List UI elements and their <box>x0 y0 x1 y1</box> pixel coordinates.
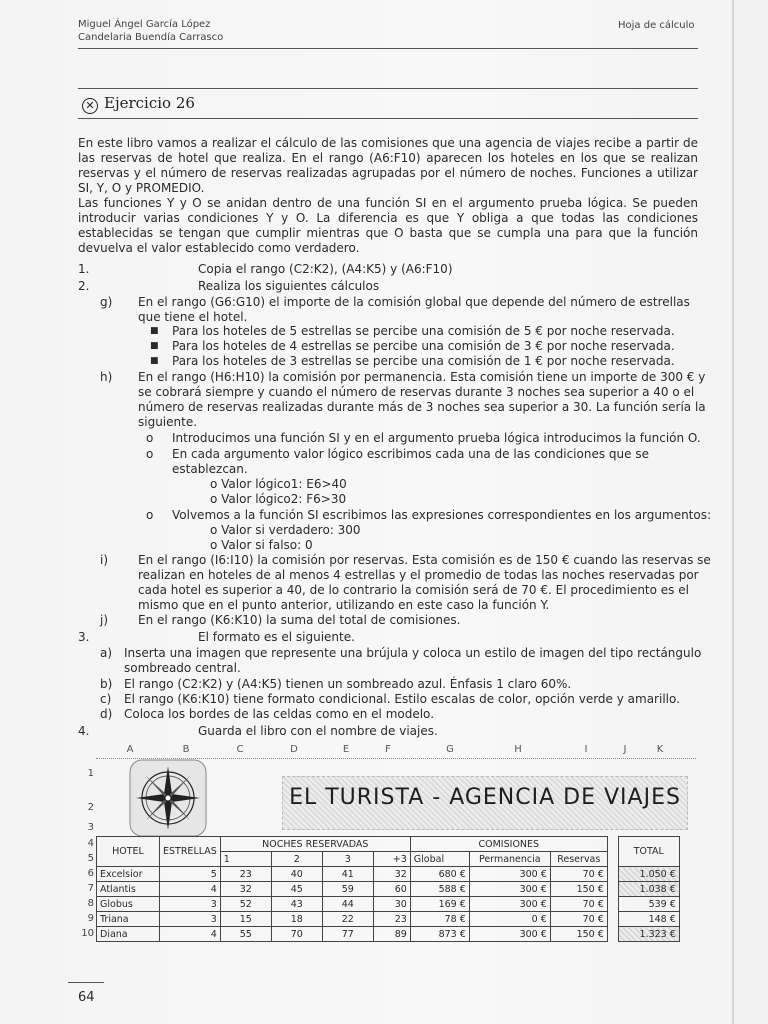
exercise-title <box>82 94 195 114</box>
table-row: Globus 3 52 43 44 30 169 € 300 € 70 € 539 € <box>97 897 680 912</box>
item-h-cond1: o Valor lógico1: E6>40 <box>210 477 347 491</box>
item-i-line4: mismo que en el punto anterior, utilizando en este caso la función Y. <box>138 598 550 612</box>
item-h-sub2-line2: establezcan. <box>172 462 248 476</box>
header-rule <box>78 48 698 49</box>
spreadsheet-model <box>78 744 698 956</box>
page-header-authors <box>78 18 223 44</box>
item-3a-line1: Inserta una imagen que represente una brújula y coloca un estilo de imagen del tipo rectángulo <box>124 646 702 660</box>
item-h-line2: se cobrará siempre y cuando el número de reservas durante 3 noches sea superior a 40 o el <box>138 385 695 399</box>
item-h-line4: siguiente. <box>138 415 198 429</box>
col-header-b: B <box>182 744 190 755</box>
item-i-line2: realizan en hoteles de al menos 4 estrellas y el promedio de todas las noches reservadas por <box>138 568 699 582</box>
title-banner <box>282 776 688 830</box>
item-h-true: o Valor si verdadero: 300 <box>210 523 361 537</box>
item-g-bullet1: Para los hoteles de 5 estrellas se percibe una comisión de 5 € por noche reservada. <box>172 324 675 338</box>
header-comisiones: COMISIONES <box>410 837 607 852</box>
step-3-number: 3. <box>78 630 90 644</box>
subheader-n3: 3 <box>322 852 373 867</box>
row-header-1: 1 <box>87 768 94 779</box>
item-i-label: i) <box>100 553 109 567</box>
circle-bullet-icon: o <box>146 508 154 522</box>
subheader-permanencia: Permanencia <box>469 852 550 867</box>
col-header-j: J <box>623 744 627 755</box>
row-header-8: 8 <box>87 898 94 909</box>
page-number: 64 <box>78 990 95 1005</box>
col-header-d: D <box>290 744 298 755</box>
item-g-label: g) <box>100 295 113 309</box>
item-h-line3: número de reservas realizadas durante más de 3 noches sea superior a 30. La función sería la <box>138 400 706 414</box>
exercise-title-text: Ejercicio 26 <box>104 94 195 112</box>
author-2: Candelaria Buendía Carrasco <box>78 32 224 43</box>
intro-paragraph-2: Las funciones Y y O se anidan dentro de una función SI en el argumento prueba lógica. Se pueden introducir varias condiciones Y y O. La diferencia es que Y obliga a que todas las condiciones establecidas se tengan que cumplir mientras que O basta que se cumpla una para que la función devuelva el valor establecido como verdadero. <box>78 196 698 255</box>
col-header-a: A <box>126 744 134 755</box>
step-1-text: Copia el rango (C2:K2), (A4:K5) y (A6:F10) <box>198 262 453 276</box>
col-header-g: G <box>446 744 454 755</box>
step-2-text: Realiza los siguientes cálculos <box>198 279 380 293</box>
header-noches: NOCHES RESERVADAS <box>220 837 410 852</box>
item-g-bullet3: Para los hoteles de 3 estrellas se percibe una comisión de 1 € por noche reservada. <box>172 354 675 368</box>
table-row: Atlantis 4 32 45 59 60 588 € 300 € 150 € 1.038 € <box>97 882 680 897</box>
page-header-section: Hoja de cálculo <box>618 20 695 31</box>
col-header-h: H <box>514 744 522 755</box>
row-header-9: 9 <box>87 913 94 924</box>
subheader-n2: 2 <box>271 852 322 867</box>
item-i-line3: cada hotel es superior a 40, de lo contrario la comisión será de 70 €. El procedimiento es el <box>138 583 689 597</box>
exercise-bottom-rule <box>78 118 698 119</box>
bullet-square-icon: ■ <box>150 356 159 366</box>
col-header-i: I <box>584 744 588 755</box>
col-header-f: F <box>385 744 391 755</box>
step-1-number: 1. <box>78 262 90 276</box>
subheader-global: Global <box>410 852 469 867</box>
intro-paragraph-1: En este libro vamos a realizar el cálculo de las comisiones que una agencia de viajes recibe a partir de las reservas de hotel que realiza. En el rango (A6:F10) aparecen los hoteles en los que se realizan reservas y el número de reservas realizadas agrupadas por el número de noches. Funciones a utilizar SI, Y, O y PROMEDIO. <box>78 136 698 195</box>
header-estrellas: ESTRELLAS <box>160 837 221 867</box>
step-3-text: El formato es el siguiente. <box>198 630 355 644</box>
row-header-7: 7 <box>87 883 94 894</box>
compass-rose-image <box>128 758 208 838</box>
header-hotel: HOTEL <box>97 837 160 867</box>
item-g-bullet2: Para los hoteles de 4 estrellas se percibe una comisión de 3 € por noche reservada. <box>172 339 675 353</box>
subheader-reservas: Reservas <box>550 852 607 867</box>
item-h-cond2: o Valor lógico2: F6>30 <box>210 492 347 506</box>
row-header-3: 3 <box>87 822 94 833</box>
table-row: Diana 4 55 70 77 89 873 € 300 € 150 € 1.323 € <box>97 927 680 942</box>
step-4-text: Guarda el libro con el nombre de viajes. <box>198 724 438 738</box>
item-h-false: o Valor si falso: 0 <box>210 538 313 552</box>
header-total: TOTAL <box>618 837 679 867</box>
item-h-label: h) <box>100 370 113 384</box>
row-header-5: 5 <box>87 853 94 864</box>
hotel-commission-table <box>96 836 680 942</box>
item-h-line1: En el rango (H6:H10) la comisión por permanencia. Esta comisión tiene un importe de 300 € y <box>138 370 706 384</box>
item-3d-text: Coloca los bordes de las celdas como en el modelo. <box>124 707 435 721</box>
row-header-6: 6 <box>87 868 94 879</box>
item-j-line1: En el rango (K6:K10) la suma del total de comisiones. <box>138 613 461 627</box>
item-h-sub2-line1: En cada argumento valor lógico escribimos cada una de las condiciones que se <box>172 447 649 461</box>
item-h-sub1: Introducimos una función SI y en el argumento prueba lógica introducimos la función O. <box>172 431 701 445</box>
col-header-e: E <box>342 744 350 755</box>
item-j-label: j) <box>100 613 109 627</box>
item-g-line1: En el rango (G6:G10) el importe de la comisión global que depende del número de estrellas <box>138 295 690 309</box>
intro-text <box>78 136 698 256</box>
item-i-line1: En el rango (I6:I10) la comisión por reservas. Esta comisión es de 150 € cuando las reservas se <box>138 553 711 567</box>
subheader-n4: +3 <box>373 852 410 867</box>
row-header-4: 4 <box>87 838 94 849</box>
item-3c-label: c) <box>100 692 112 706</box>
circle-x-icon: ✕ <box>82 98 98 114</box>
bullet-square-icon: ■ <box>150 326 159 336</box>
item-3b-text: El rango (C2:K2) y (A4:K5) tienen un sombreado azul. Énfasis 1 claro 60%. <box>124 677 572 691</box>
item-3c-text: El rango (K6:K10) tiene formato condicional. Estilo escalas de color, opción verde y amarillo. <box>124 692 680 706</box>
item-3d-label: d) <box>100 707 113 721</box>
item-3a-label: a) <box>100 646 113 660</box>
page-edge-shadow <box>732 0 734 1024</box>
subheader-n1: 1 <box>220 852 271 867</box>
col-header-k: K <box>656 744 664 755</box>
item-g-line2: que tiene el hotel. <box>138 310 248 324</box>
banner-title: EL TURISTA - AGENCIA DE VIAJES <box>289 785 681 810</box>
row-header-10: 10 <box>81 928 94 939</box>
item-3a-line2: sombreado central. <box>124 661 241 675</box>
footer-rule <box>68 982 104 983</box>
item-h-sub3: Volvemos a la función SI escribimos las expresiones correspondientes en los argumentos: <box>172 508 712 522</box>
author-1: Miguel Ángel García López <box>78 19 211 30</box>
col-header-c: C <box>236 744 244 755</box>
item-3b-label: b) <box>100 677 113 691</box>
table-row: Excelsior 5 23 40 41 32 680 € 300 € 70 € 1.050 € <box>97 867 680 882</box>
table-row: Triana 3 15 18 22 23 78 € 0 € 70 € 148 € <box>97 912 680 927</box>
step-4-number: 4. <box>78 724 90 738</box>
bullet-square-icon: ■ <box>150 341 159 351</box>
exercise-top-rule <box>78 88 698 89</box>
step-2-number: 2. <box>78 279 90 293</box>
circle-bullet-icon: o <box>146 431 154 445</box>
circle-bullet-icon: o <box>146 447 154 461</box>
row-header-2: 2 <box>87 802 94 813</box>
